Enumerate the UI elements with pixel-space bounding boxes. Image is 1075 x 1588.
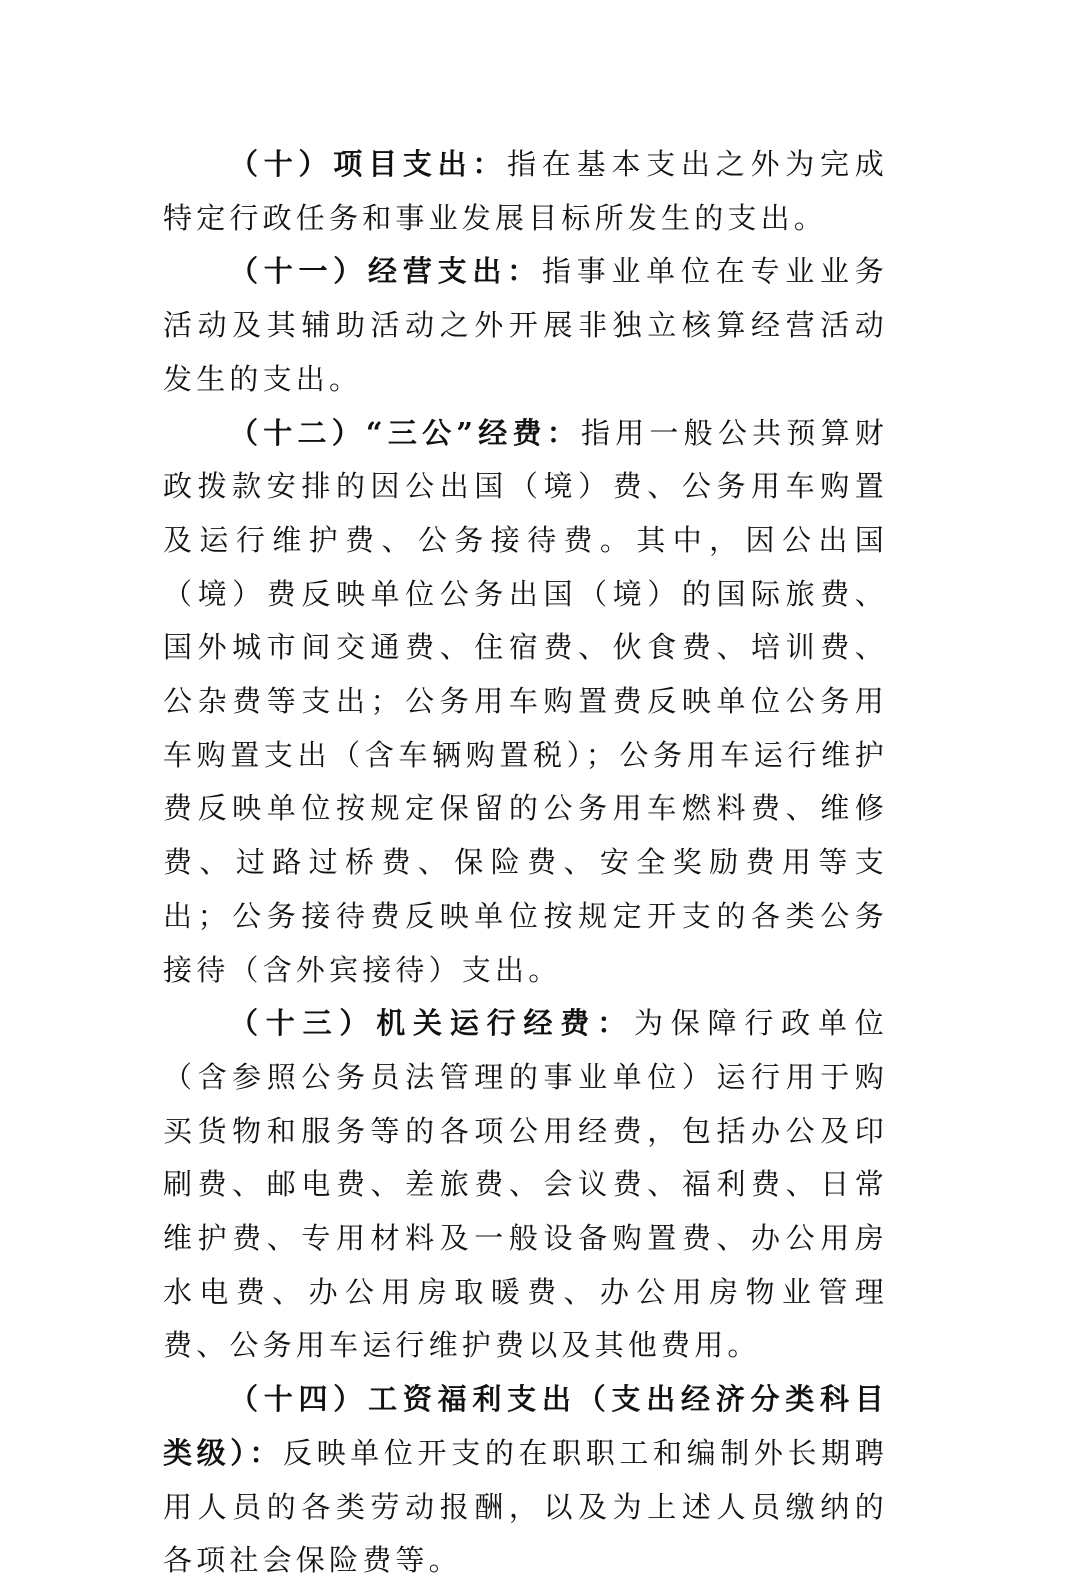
paragraph-operating-expenditure [163, 245, 888, 406]
term-heading: （十）项目支出： [229, 147, 508, 181]
paragraph-project-expenditure [163, 138, 888, 245]
paragraph-agency-operating-funds [163, 997, 888, 1373]
term-heading: （十一）经营支出： [229, 254, 542, 289]
term-heading: （十四）工资福利支出（支出经济分类科目类级）： [163, 1382, 888, 1470]
paragraph-wage-welfare-expenditure [163, 1373, 888, 1588]
paragraph-three-public-expenses [163, 407, 888, 998]
term-definition: 指事业单位在专业业务活动及其辅助活动之外开展非独立核算经营活动发生的支出。 [163, 254, 888, 396]
term-definition: 指在基本支出之外为完成特定行政任务和事业发展目标所发生的支出。 [163, 147, 889, 235]
term-definition: 指用一般公共预算财政拨款安排的因公出国（境）费、公务用车购置及运行维护费、公务接待费。其中，因公出国（境）费反映单位公务出国（境）的国际旅费、国外城市间交通费、住宿费、伙食费、培训费、公杂费等支出；公务用车购置费反映单位公务用车购置支出（含车辆购置税）；公务用车运行维护费反映单位按规定保留的公务用车燃料费、维修费、过路过桥费、保险费、安全奖励费用等支出；公务接待费反映单位按规定开支的各类公务接待（含外宾接待）支出。 [163, 415, 889, 987]
term-heading: （十二）“三公”经费： [229, 415, 581, 450]
document-page [163, 138, 888, 1588]
term-definition: 反映单位开支的在职职工和编制外长期聘用人员的各类劳动报酬，以及为上述人员缴纳的各项社会保险费等。 [163, 1435, 888, 1578]
term-definition: 为保障行政单位（含参照公务员法管理的事业单位）运行用于购买货物和服务等的各项公用经费，包括办公及印刷费、邮电费、差旅费、会议费、福利费、日常维护费、专用材料及一般设备购置费、办公用房水电费、办公用房取暖费、办公用房物业管理费、公务用车运行维护费以及其他费用。 [163, 1006, 889, 1363]
term-heading: （十三）机关运行经费： [229, 1006, 634, 1041]
